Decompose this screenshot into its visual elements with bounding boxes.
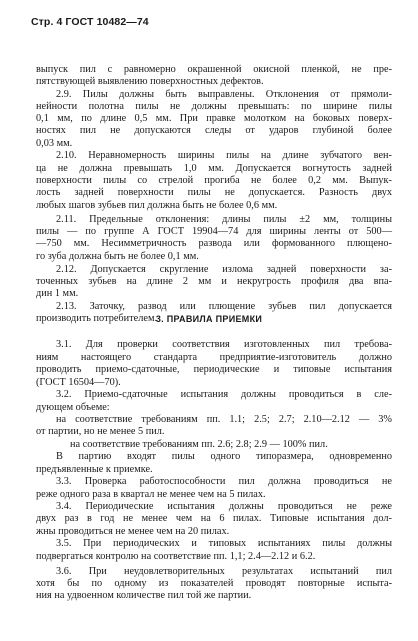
text-line: предъявленные к приемке. xyxy=(36,464,153,475)
text-line: 3.5. При периодических и типовых испытаниях пилы должны xyxy=(56,538,392,549)
text-line: В партию входят пилы одного типоразмера, одновременно xyxy=(56,451,392,462)
text-line: двух раз в год не менее чем на 6 пилах. Типовые испытания дол- xyxy=(36,513,392,524)
text-line: поверхности пилы со стрелой прогиба не более 0,2 мм. Выпук- xyxy=(36,175,392,186)
text-line: проводить приемо-сдаточные, периодические и типовые испытания xyxy=(36,364,392,375)
text-line: —750 мм. Несимметричность развода или формованного плющено- xyxy=(36,238,392,249)
text-line: 2.11. Предельные отклонения: длины пилы ±2 мм, толщины xyxy=(56,214,392,225)
text-line: 3.1. Для проверки соответствия изготовленных пил требова- xyxy=(56,339,392,350)
text-line: реже одного раза в квартал не менее чем на 5 пилах. xyxy=(36,489,266,500)
text-line: от партии, но не менее 5 пил. xyxy=(36,426,165,437)
text-line: пилы — по группе А ГОСТ 19904—74 для ширины ленты от 500— xyxy=(36,226,392,237)
text-line: выпуск пил с равномерно окрашенной окисной пленкой, не пре- xyxy=(36,64,392,75)
text-line: хотя бы по одному из показателей проводят повторные испыта- xyxy=(36,578,392,589)
text-line: 2.9. Пилы должны быть выправлены. Отклонения от прямоли- xyxy=(56,89,392,100)
text-line: подвергаться контролю на соответствие пп. 1,1; 2.4—2.12 и 6.2. xyxy=(36,551,316,562)
text-line: нейности полотна пилы не должны превышать: по ширине пилы xyxy=(36,101,392,112)
text-line: 0,03 мм. xyxy=(36,138,73,149)
text-line: жны проводиться не менее чем на 20 пилах. xyxy=(36,526,230,537)
text-line: лость задней поверхности пилы не допускается. Разность двух xyxy=(36,187,392,198)
text-line: 3.3. Проверка работоспособности пил должна проводиться не xyxy=(56,476,392,487)
text-line: (ГОСТ 16504—70). xyxy=(36,377,121,388)
text-line: ностях пил не допускаются следы от ударов глубиной более xyxy=(36,125,392,136)
text-line: ния на удвоенном количестве пил той же партии. xyxy=(36,590,252,601)
text-line: на соответствие требованиям пп. 1.1; 2.5; 2.7; 2.10—2.12 — 3% xyxy=(56,414,392,425)
text-line: дующем объеме: xyxy=(36,402,110,413)
text-line: пятствующей выявлению поверхностных дефектов. xyxy=(36,76,264,87)
text-line: точенных зубьев на длине 2 мм и некругрость профиля два впа- xyxy=(36,276,392,287)
page-header: Стр. 4 ГОСТ 10482—74 xyxy=(31,16,149,28)
text-line: производить потребителем. xyxy=(36,313,158,324)
text-line: 3.4. Периодические испытания должны проводиться не реже xyxy=(56,501,392,512)
section-title: 3. ПРАВИЛА ПРИЕМКИ xyxy=(155,314,263,324)
text-line: 2.13. Заточку, развод или плющение зубьев пил допускается xyxy=(56,301,392,312)
text-line: на соответствие требованиям пп. 2.6; 2.8; 2.9 — 100% пил. xyxy=(70,439,328,450)
text-line: го зуба должна быть не более 0,1 мм. xyxy=(36,251,199,262)
text-line: 2.12. Допускается скругление излома задней поверхности за- xyxy=(56,264,392,275)
text-line: 3.6. При неудовлетворительных результатах испытаний пил xyxy=(56,566,392,577)
text-line: 2.10. Неравномерность ширины пилы на длине зубчатого вен- xyxy=(56,150,392,161)
text-line: ца не должна превышать 1,0 мм. Допускается вогнутость задней xyxy=(36,163,392,174)
text-line: 0,1 мм, по длине 0,5 мм. При правке молотком на боковых поверх- xyxy=(36,113,392,124)
text-line: 3.2. Приемо-сдаточные испытания должны проводиться в сле- xyxy=(56,389,392,400)
text-line: дин 1 мм. xyxy=(36,288,79,299)
text-line: ниям настоящего стандарта предприятие-изготовитель должно xyxy=(36,352,392,363)
text-line: любых шагов зубьев пил должна быть не более 0,6 мм. xyxy=(36,200,278,211)
